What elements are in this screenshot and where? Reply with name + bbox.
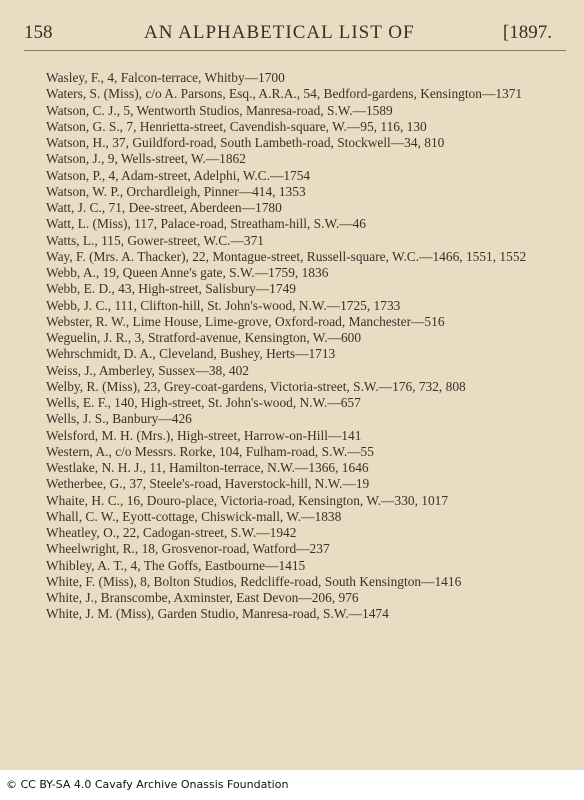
list-item: Watson, H., 37, Guildford-road, South Lambeth-road, Stockwell—34, 810 [46, 135, 445, 150]
list-item: Wetherbee, G., 37, Steele's-road, Haverstock-hill, N.W.—19 [46, 476, 370, 492]
list-item: Wheatley, O., 22, Cadogan-street, S.W.—1942 [46, 525, 297, 540]
list-item: Way, F. (Mrs. A. Thacker), 22, Montague-street, Russell-square, W.C.—1466, 1551, 1552 [46, 248, 527, 264]
list-item: Welby, R. (Miss), 23, Grey-coat-gardens, Victoria-street, S.W.—176, 732, 808 [46, 378, 466, 394]
list-item: Wehrschmidt, D. A., Cleveland, Bushey, Herts—1713 [46, 346, 336, 362]
list-item: Webster, R. W., Lime House, Lime-grove, Oxford-road, Manchester—516 [46, 313, 445, 329]
list-item: Weiss, J., Amberley, Sussex—38, 402 [46, 362, 249, 378]
list-item: Welsford, M. H. (Mrs.), High-street, Harrow-on-Hill—141 [46, 427, 362, 443]
list-item: Watts, L., 115, Gower-street, W.C.—371 [46, 232, 264, 248]
list-item: Weguelin, J. R., 3, Stratford-avenue, Kensington, W.—600 [46, 330, 362, 345]
list-item: Wells, E. F., 140, High-street, St. John's-wood, N.W.—657 [46, 395, 361, 410]
list-item: Watson, G. S., 7, Henrietta-street, Cavendish-square, W.—95, 116, 130 [46, 118, 427, 134]
list-item: Wells, J. S., Banbury—426 [46, 411, 192, 427]
license-footer: © CC BY-SA 4.0 Cavafy Archive Onassis Foundation [6, 778, 289, 791]
page-number: 158 [24, 22, 53, 43]
running-title: AN ALPHABETICAL LIST OF [144, 22, 415, 43]
page-header [24, 10, 566, 51]
list-item: White, F. (Miss), 8, Bolton Studios, Redcliffe-road, South Kensington—1416 [46, 573, 462, 589]
list-item: Webb, J. C., 111, Clifton-hill, St. John's-wood, N.W.—1725, 1733 [46, 297, 401, 313]
list-item: Watson, C. J., 5, Wentworth Studios, Manresa-road, S.W.—1589 [46, 102, 393, 118]
list-item: Webb, E. D., 43, High-street, Salisbury—1749 [46, 281, 296, 297]
list-item: Waters, S. (Miss), c/o A. Parsons, Esq., A.R.A., 54, Bedford-gardens, Kensington—1371 [46, 86, 523, 102]
list-item: Whall, C. W., Eyott-cottage, Chiswick-mall, W.—1838 [46, 508, 342, 524]
list-item: Westlake, N. H. J., 11, Hamilton-terrace, N.W.—1366, 1646 [46, 460, 369, 475]
list-item: Watson, P., 4, Adam-street, Adelphi, W.C.—1754 [46, 167, 311, 183]
list-item: Webb, A., 19, Queen Anne's gate, S.W.—1759, 1836 [46, 265, 329, 280]
header-year: [1897. [502, 22, 552, 43]
list-item: Whibley, A. T., 4, The Goffs, Eastbourne—1415 [46, 557, 306, 573]
list-item: Watt, L. (Miss), 117, Palace-road, Streatham-hill, S.W.—46 [46, 216, 366, 232]
list-item: Wheelwright, R., 18, Grosvenor-road, Watford—237 [46, 541, 330, 557]
list-item: Whaite, H. C., 16, Douro-place, Victoria-road, Kensington, W.—330, 1017 [46, 492, 449, 508]
list-item: Watson, J., 9, Wells-street, W.—1862 [46, 151, 246, 167]
entry-list [46, 70, 570, 623]
list-item: Western, A., c/o Messrs. Rorke, 104, Fulham-road, S.W.—55 [46, 443, 374, 459]
list-item: Watt, J. C., 71, Dee-street, Aberdeen—1780 [46, 200, 282, 215]
list-item: White, J. M. (Miss), Garden Studio, Manresa-road, S.W.—1474 [46, 606, 389, 622]
list-item: Wasley, F., 4, Falcon-terrace, Whitby—1700 [46, 70, 285, 85]
list-item: Watson, W. P., Orchardleigh, Pinner—414, 1353 [46, 183, 306, 199]
list-item: White, J., Branscombe, Axminster, East Devon—206, 976 [46, 590, 359, 605]
